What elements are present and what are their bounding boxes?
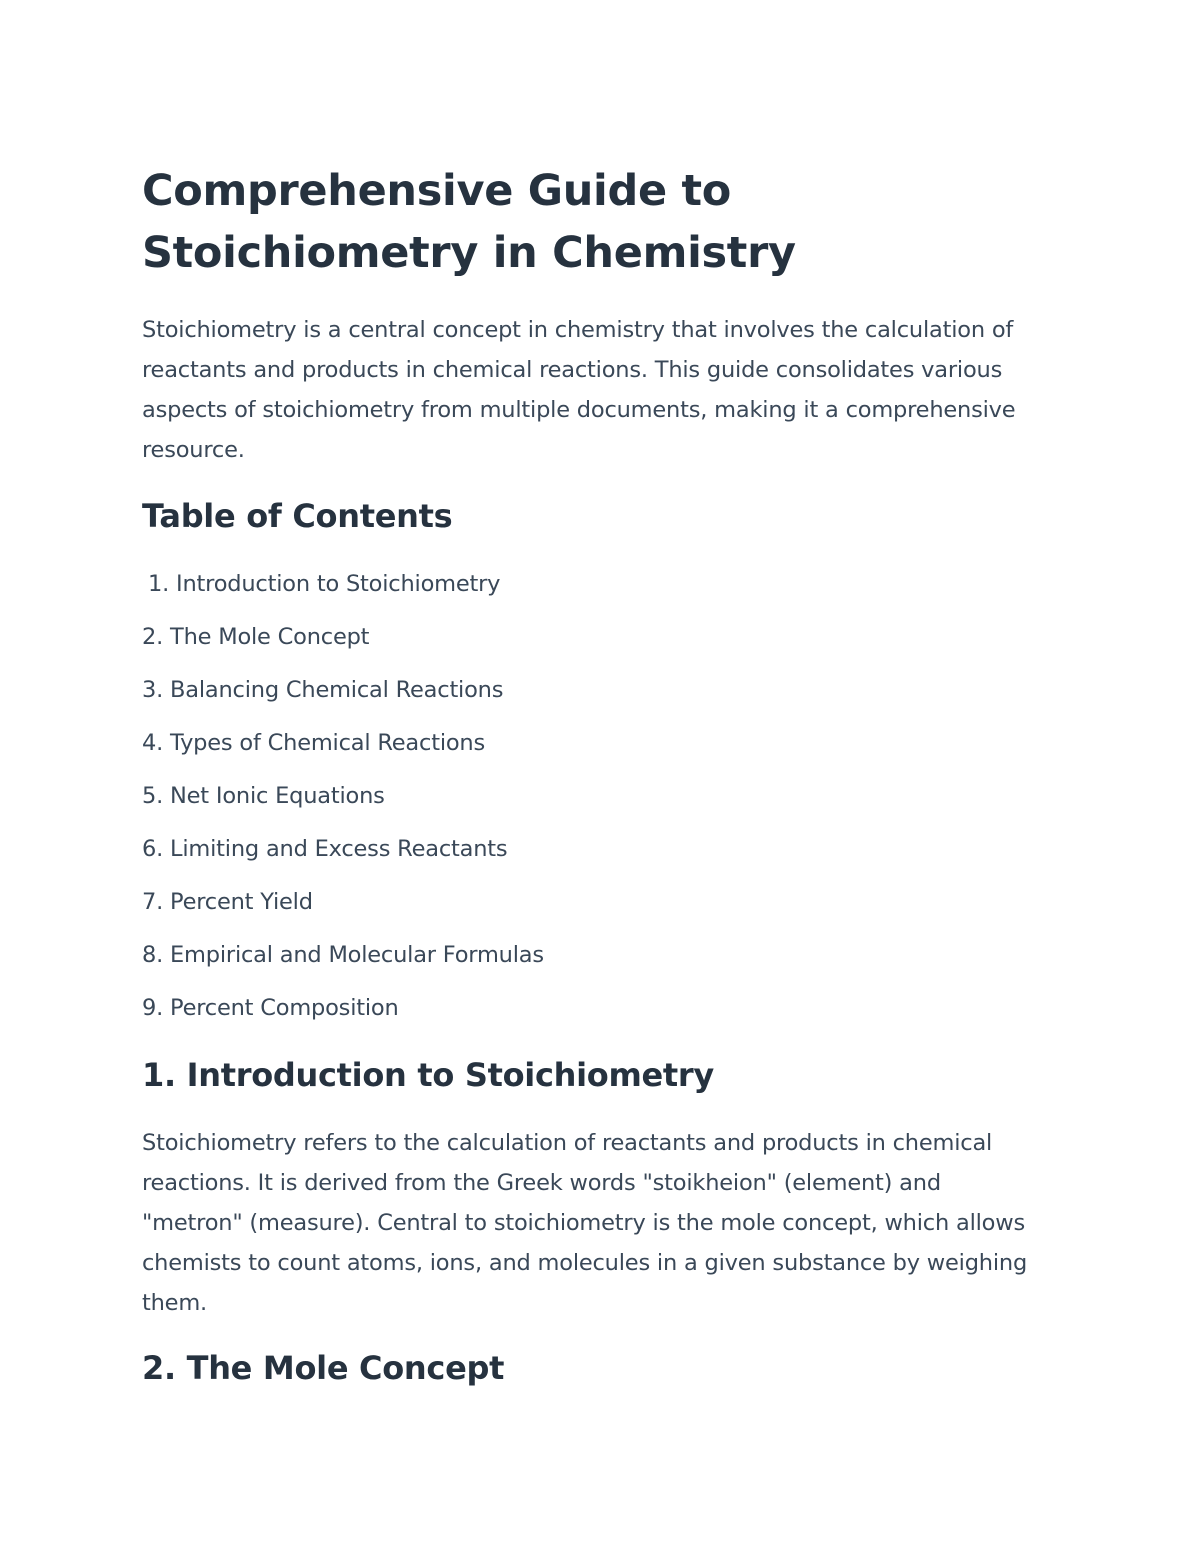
toc-item-label: The Mole Concept <box>170 624 370 650</box>
toc-item-label: Balancing Chemical Reactions <box>170 677 504 703</box>
section-paragraph-introduction: Stoichiometry refers to the calculation of reactants and products in chemical reactions. It is derived from the Greek words "stoikheion" (element) and "metron" (measure). Central to stoichiometry is the mole concept, which allows chemists to count atoms, ions, and molecules in a given substance by weighing them. <box>142 1130 1028 1316</box>
toc-item-label: Limiting and Excess Reactants <box>170 836 508 862</box>
toc-item-label: Percent Yield <box>170 889 313 915</box>
toc-item[interactable] <box>142 933 544 986</box>
toc-item-label: Empirical and Molecular Formulas <box>170 942 544 968</box>
section-heading-mole-concept: 2. The Mole Concept <box>142 1349 505 1387</box>
toc-item-label: Introduction to Stoichiometry <box>176 571 501 597</box>
toc-item-number: 3. <box>142 677 164 703</box>
page-title: Comprehensive Guide to Stoichiometry in Chemistry <box>142 166 796 278</box>
toc-item-number: 6. <box>142 836 164 862</box>
toc-item[interactable] <box>142 721 544 774</box>
section-heading-introduction: 1. Introduction to Stoichiometry <box>142 1056 714 1094</box>
table-of-contents <box>142 562 544 1039</box>
toc-item-label: Net Ionic Equations <box>170 783 385 809</box>
toc-heading: Table of Contents <box>142 497 453 535</box>
toc-item[interactable] <box>142 615 544 668</box>
toc-item-number: 5. <box>142 783 164 809</box>
toc-item[interactable] <box>142 668 544 721</box>
toc-item-label: Types of Chemical Reactions <box>170 730 486 756</box>
toc-item[interactable] <box>142 774 544 827</box>
toc-item-number: 4. <box>142 730 164 756</box>
toc-item-number: 7. <box>142 889 164 915</box>
toc-item-label: Percent Composition <box>170 995 399 1021</box>
toc-item[interactable] <box>142 562 544 615</box>
toc-item[interactable] <box>142 986 544 1039</box>
toc-item[interactable] <box>142 880 544 933</box>
toc-item-number: 2. <box>142 624 164 650</box>
toc-item-number: 8. <box>142 942 164 968</box>
intro-paragraph: Stoichiometry is a central concept in chemistry that involves the calculation of reactants and products in chemical reactions. This guide consolidates various aspects of stoichiometry from multiple documents, making it a comprehensive resource. <box>142 317 1016 463</box>
toc-item[interactable] <box>142 827 544 880</box>
toc-item-number: 1. <box>148 571 170 597</box>
toc-item-number: 9. <box>142 995 164 1021</box>
